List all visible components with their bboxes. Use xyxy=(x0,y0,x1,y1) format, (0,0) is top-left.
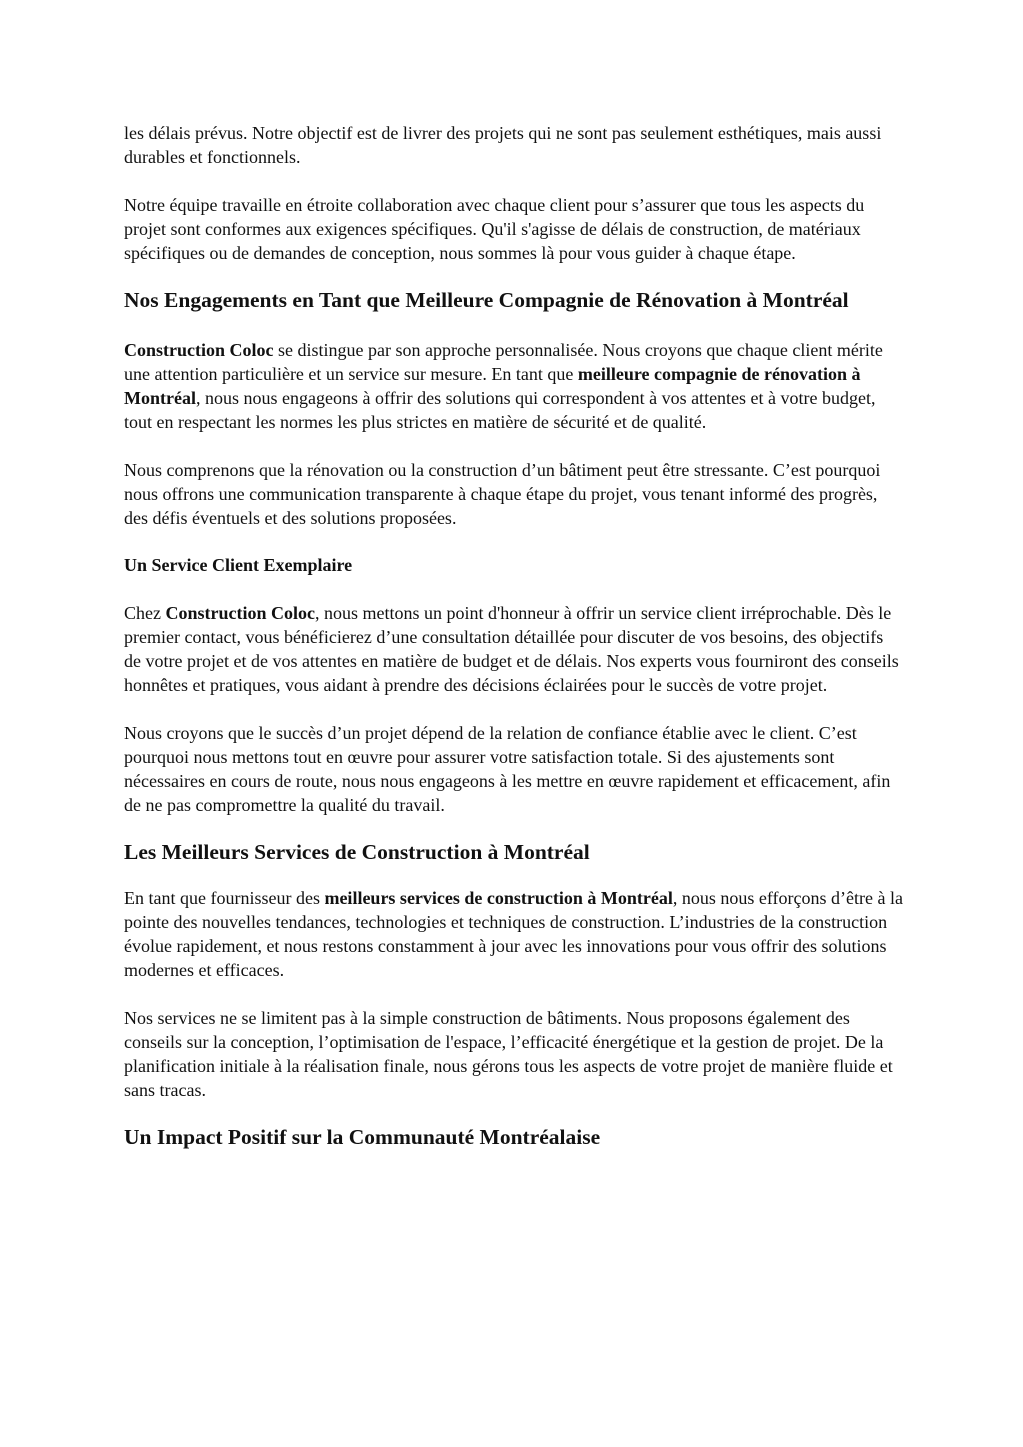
heading-impact-positif: Un Impact Positif sur la Communauté Montréalaise xyxy=(124,1125,601,1149)
heading-meilleurs-services: Les Meilleurs Services de Construction à Montréal xyxy=(124,840,590,864)
text-segment: , nous mettons un point d'honneur à offrir un service client irréprochable. Dès le premier contact, vous bénéficierez d’une consultation détaillée pour discuter de vos besoins, des objectifs de votre projet et de vos attentes en matière de budget et de délais. Nos experts vous fourniront des conseils honnêtes et pratiques, vous aidant à prendre des décisions éclairées pour le succès de votre projet. xyxy=(124,603,899,695)
paragraph-delais: les délais prévus. Notre objectif est de livrer des projets qui ne sont pas seulement esthétiques, mais aussi durables et fonctionnels. xyxy=(124,123,882,167)
paragraph-construction-coloc xyxy=(124,338,904,434)
document-page xyxy=(124,121,904,1151)
heading-engagements: Nos Engagements en Tant que Meilleure Compagnie de Rénovation à Montréal xyxy=(124,288,849,312)
text-segment: Chez xyxy=(124,603,166,623)
text-segment: , nous nous engageons à offrir des solutions qui correspondent à vos attentes et à votre budget, tout en respectant les normes les plus strictes en matière de sécurité et de qualité. xyxy=(124,388,876,432)
bold-construction-coloc: Construction Coloc xyxy=(165,603,315,623)
paragraph-fournisseur xyxy=(124,886,904,982)
paragraph-communication: Nous comprenons que la rénovation ou la construction d’un bâtiment peut être stressante. C’est pourquoi nous offrons une communication transparente à chaque étape du projet, vous tenant informé des progrès, des défis éventuels et des solutions proposées. xyxy=(124,460,881,528)
heading-service-client: Un Service Client Exemplaire xyxy=(124,555,353,575)
text-segment: , nous nous efforçons d’être à la pointe des nouvelles tendances, technologies et techniques de construction. L’industries de la construction évolue rapidement, et nous restons constamment à jour avec les innovations pour vous offrir des solutions modernes et efficaces. xyxy=(124,888,903,980)
bold-meilleure-compagnie: meilleure compagnie de rénovation à Montréal xyxy=(124,364,861,408)
paragraph-equipe: Notre équipe travaille en étroite collaboration avec chaque client pour s’assurer que tous les aspects du projet sont conformes aux exigences spécifiques. Qu'il s'agisse de délais de construction, de matériaux spécifiques ou de demandes de conception, nous sommes là pour vous guider à chaque étape. xyxy=(124,195,865,263)
text-segment: se distingue par son approche personnalisée. Nous croyons que chaque client mérite une attention particulière et un service sur mesure. En tant que xyxy=(124,340,883,384)
paragraph-confiance: Nous croyons que le succès d’un projet dépend de la relation de confiance établie avec le client. C’est pourquoi nous mettons tout en œuvre pour assurer votre satisfaction totale. Si des ajustements sont nécessaires en cours de route, nous nous engageons à les mettre en œuvre rapidement et efficacement, afin de ne pas compromettre la qualité du travail. xyxy=(124,723,891,815)
text-segment: En tant que fournisseur des xyxy=(124,888,325,908)
paragraph-chez-construction-coloc xyxy=(124,601,904,697)
bold-construction-coloc: Construction Coloc xyxy=(124,340,274,360)
paragraph-nos-services: Nos services ne se limitent pas à la simple construction de bâtiments. Nous proposons également des conseils sur la conception, l’optimisation de l'espace, l’efficacité énergétique et la gestion de projet. De la planification initiale à la réalisation finale, nous gérons tous les aspects de votre projet de manière fluide et sans tracas. xyxy=(124,1008,893,1100)
bold-meilleurs-services: meilleurs services de construction à Montréal xyxy=(324,888,673,908)
